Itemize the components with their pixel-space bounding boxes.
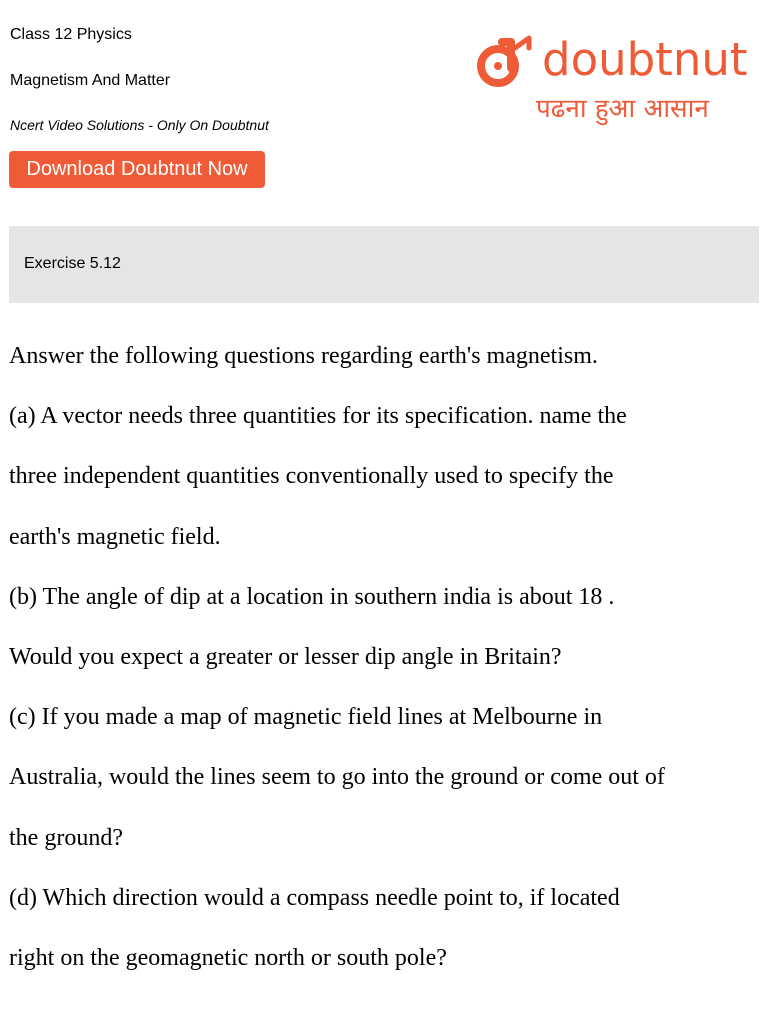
tagline: Ncert Video Solutions - Only On Doubtnut xyxy=(10,117,269,133)
chapter-label: Magnetism And Matter xyxy=(10,72,171,89)
doubtnut-d-icon xyxy=(474,34,538,90)
logo-hindi-tagline: पढना हुआ आसान xyxy=(536,94,709,124)
exercise-label: Exercise 5.12 xyxy=(24,255,121,272)
download-app-button[interactable]: Download Doubtnut Now xyxy=(9,151,265,188)
logo-wordmark: doubtnut xyxy=(542,33,748,86)
question-line: Answer the following questions regarding earth's magnetism. xyxy=(9,343,598,369)
question-line: right on the geomagnetic north or south pole? xyxy=(9,944,447,971)
question-line: the ground? xyxy=(9,824,123,851)
exercise-band xyxy=(9,226,759,303)
question-line: three independent quantities conventionally used to specify the xyxy=(9,463,614,490)
question-line: Would you expect a greater or lesser dip angle in Britain? xyxy=(9,643,562,670)
doubtnut-logo[interactable] xyxy=(474,26,760,126)
question-line: (a) A vector needs three quantities for its specification. name the xyxy=(9,403,627,430)
question-text xyxy=(9,326,761,988)
class-label: Class 12 Physics xyxy=(10,26,132,43)
question-line: (d) Which direction would a compass needle point to, if located xyxy=(9,884,620,911)
question-line: Australia, would the lines seem to go into the ground or come out of xyxy=(9,764,665,791)
question-line: earth's magnetic field. xyxy=(9,523,221,550)
question-line: (c) If you made a map of magnetic field lines at Melbourne in xyxy=(9,704,603,731)
question-line: (b) The angle of dip at a location in southern india is about 18 . xyxy=(9,583,615,610)
